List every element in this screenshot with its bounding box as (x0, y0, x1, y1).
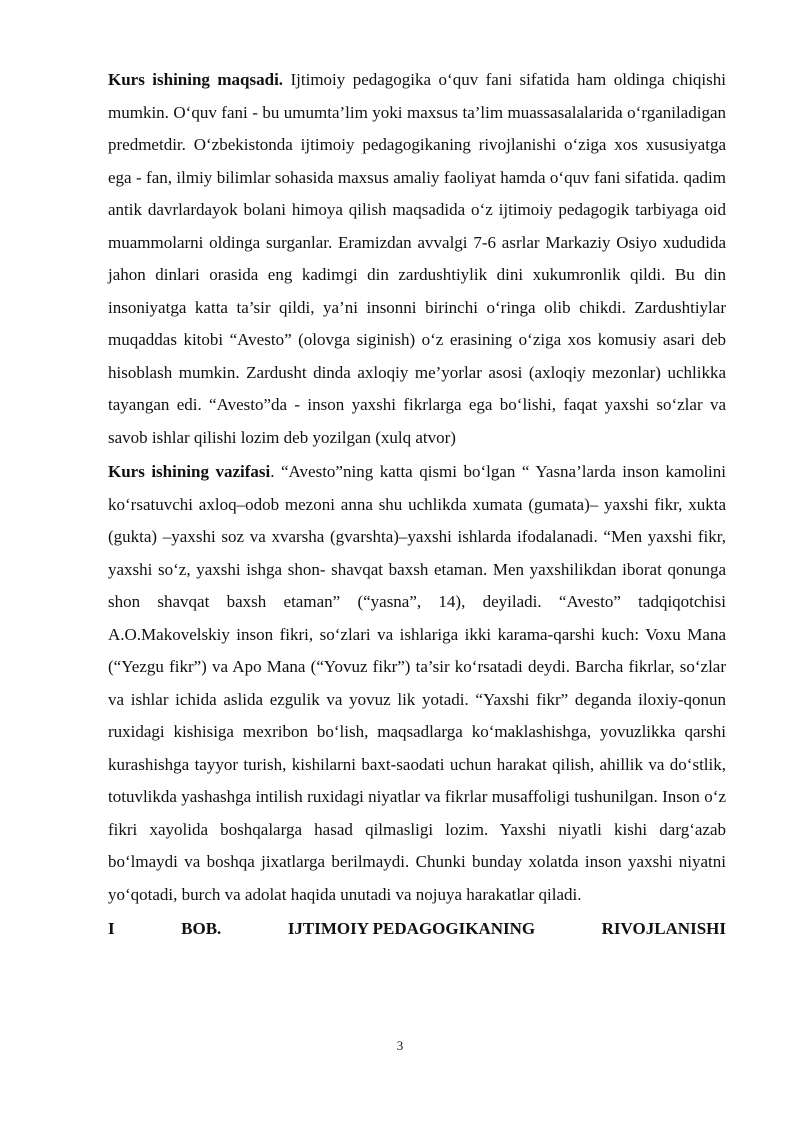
paragraph-tasks-text: . “Avesto”ning katta qismi bo‘lgan “ Yasna’larda inson kamolini ko‘rsatuvchi axloq–odob mezoni anna shu uchlikda xumata (gumata)– yaxshi fikr, xukta (gukta) –yaxshi soz va xvarsha (gvarshta)–yaxshi ishlarda ifodalanadi. “Men yaxshi fikr, yaxshi so‘z, yaxshi ishga shon- shavqat baxsh etaman. Men yaxshilikdan iborat qonunga shon shavqat baxsh etaman” (“yasna”, 14), deyiladi. “Avesto” tadqiqotchisi A.O.Makovelskiy inson fikri, so‘zlari va ishlariga ikki karama-qarshi kuch: Voxu Mana (“Yezgu fikr”) va Apo Mana (“Yovuz fikr”) ta’sir ko‘rsatadi deydi. Barcha fikrlar, so‘zlar va ishlar ichida aslida ezgulik va yovuz lik yotadi. “Yaxshi fikr” deganda iloxiy-qonun ruxidagi kishisiga mexribon bo‘lish, maqsadlarga ko‘maklashishga, yovuzlikka qarshi kurashishga tayyor turish, kishilarni baxt-saodati uchun harakat qilish, ahillik va do‘stlik, totuvlikda yashashga intilish ruxidagi niyatlar va fikrlar musaffoligi tushunilgan. Inson o‘z fikri xayolida boshqalarga hasad qilmasligi lozim. Yaxshi niyatli kishi darg‘azab bo‘lmaydi va boshqa jixatlarga berilmaydi. Chunki bunday xolatda inson yaxshi niyatni yo‘qotadi, burch va adolat haqida unutadi va nojuya harakatlar qiladi. (108, 462, 726, 904)
page-number: 3 (396, 1038, 404, 1053)
paragraph-goal-label: Kurs ishining maqsadi. (108, 70, 284, 89)
paragraph-goal-text: Ijtimoiy pedagogika o‘quv fani sifatida ham oldinga chiqishi mumkin. O‘quv fani - bu umumta’lim yoki maxsus ta’lim muassasalalarida o‘rganiladigan predmetdir. O‘zbekistonda ijtimoiy pedagogikaning rivojlanishi o‘ziga xos xususiyatga ega - fan, ilmiy bilimlar sohasida maxsus amaliy faoliyat hamda o‘quv fani sifatida. qadim antik davrlardayok bolani himoya qilish maqsadida o‘z ijtimoiy pedagogik tarbiyaga oid muammolarni oldinga surganlar. Eramizdan avvalgi 7-6 asrlar Markaziy Osiyo xududida jahon dinlari orasida eng kadimgi din zardushtiylik dini xukumronlik qildi. Bu din insoniyatga katta ta’sir qildi, ya’ni insonni birinchi o‘ringa olib chikdi. Zardushtiylar muqaddas kitobi “Avesto” (olovga siginish) o‘z erasining o‘ziga xos komusiy asari deb hisoblash mumkin. Zardusht dinda axloqiy me’yorlar asosi (axloqiy mezonlar) uchlikka tayangan edi. “Avesto”da - inson yaxshi fikrlarga ega bo‘lishi, faqat yaxshi so‘zlar va savob ishlar qilishi lozim deb yozilgan (xulq atvor) (108, 70, 726, 447)
document-page (108, 64, 726, 946)
chapter-title-part-1: IJTIMOIY PEDAGOGIKANING (287, 919, 536, 938)
chapter-word: BOB. (181, 919, 222, 938)
chapter-heading (108, 913, 726, 946)
paragraph-goal (108, 64, 726, 454)
chapter-title-part-2: RIVOJLANISHI (601, 919, 726, 938)
paragraph-tasks (108, 456, 726, 911)
chapter-numeral: I (108, 919, 115, 938)
paragraph-tasks-label: Kurs ishining vazifasi (108, 462, 271, 481)
